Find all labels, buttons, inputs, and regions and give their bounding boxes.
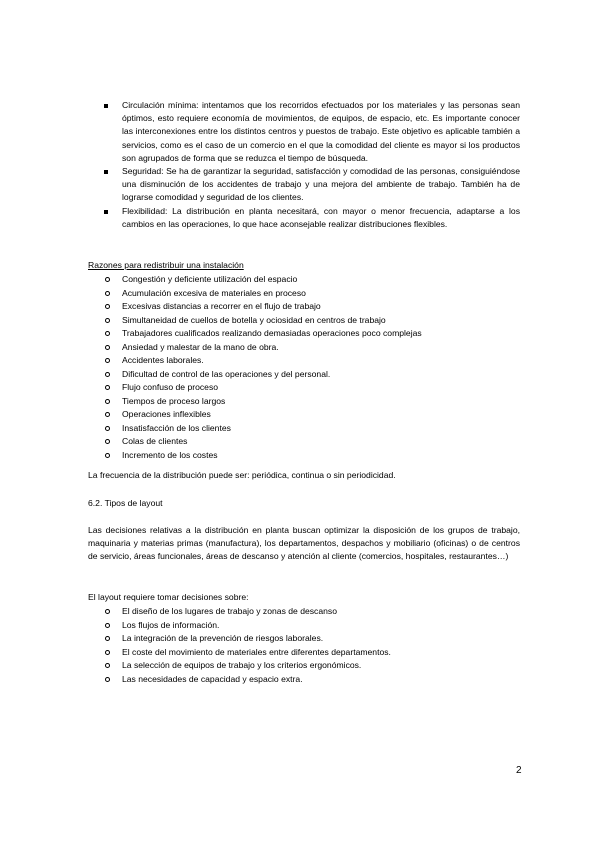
list-item: La integración de la prevención de riesgos laborales. xyxy=(88,632,520,646)
list-item: Colas de clientes xyxy=(88,435,520,449)
frecuencia-block xyxy=(88,469,520,482)
list-item: El coste del movimiento de materiales entre diferentes departamentos. xyxy=(88,646,520,660)
list-item: Incremento de los costes xyxy=(88,449,520,463)
list-item xyxy=(88,165,520,205)
list-item: Accidentes laborales. xyxy=(88,354,520,368)
list-item: Simultaneidad de cuellos de botella y ociosidad en centros de trabajo xyxy=(88,314,520,328)
circle-bullet-icon xyxy=(105,677,110,682)
frecuencia-text: La frecuencia de la distribución puede ser: periódica, continua o sin periodicidad. xyxy=(88,470,396,480)
circle-bullet-icon xyxy=(105,623,110,628)
page-number: 2 xyxy=(516,765,522,776)
square-bullet-icon xyxy=(104,104,108,108)
circle-bullet-icon xyxy=(105,663,110,668)
list-item: Congestión y deficiente utilización del espacio xyxy=(88,273,520,287)
criteria-list xyxy=(88,99,520,231)
decisiones-block xyxy=(88,524,520,564)
layout-intro: El layout requiere tomar decisiones sobre: xyxy=(88,592,249,602)
list-item: El diseño de los lugares de trabajo y zonas de descanso xyxy=(88,605,520,619)
circle-bullet-icon xyxy=(105,291,110,296)
square-bullet-icon xyxy=(104,170,108,174)
circle-bullet-icon xyxy=(105,345,110,350)
section-title-block xyxy=(88,497,520,510)
circle-bullet-icon xyxy=(105,650,110,655)
circle-bullet-icon xyxy=(105,439,110,444)
circle-bullet-icon xyxy=(105,358,110,363)
list-item: La selección de equipos de trabajo y los criterios ergonómicos. xyxy=(88,659,520,673)
term-label: Seguridad: xyxy=(122,166,164,177)
term-label: Flexibilidad: xyxy=(122,205,168,216)
list-item: Insatisfacción de los clientes xyxy=(88,422,520,436)
razones-block xyxy=(88,259,520,462)
circle-bullet-icon xyxy=(105,412,110,417)
layout-list xyxy=(88,605,520,686)
circle-bullet-icon xyxy=(105,372,110,377)
razones-heading: Razones para redistribuir una instalación xyxy=(88,260,244,270)
term-text: intentamos que los recorridos efectuados por los materiales y las personas sean óptimos, esto requiere economía de movimientos, de equipos, de espacio, etc. Es importante conocer las interconexiones entre los distintos centros y puestos de trabajo. Este objetivo es aplicable también a servicios, como es el caso de un comercio en el que la comodidad del cliente es mayor si los productos son agrupados de forma que se reduzca el tiempo de búsqueda. xyxy=(122,100,520,163)
circle-bullet-icon xyxy=(105,453,110,458)
circle-bullet-icon xyxy=(105,636,110,641)
list-item: Acumulación excesiva de materiales en proceso xyxy=(88,287,520,301)
list-item: Las necesidades de capacidad y espacio extra. xyxy=(88,673,520,687)
list-item: Dificultad de control de las operaciones y del personal. xyxy=(88,368,520,382)
circle-bullet-icon xyxy=(105,385,110,390)
razones-list xyxy=(88,273,520,462)
list-item: Los flujos de información. xyxy=(88,619,520,633)
list-item: Ansiedad y malestar de la mano de obra. xyxy=(88,341,520,355)
layout-block xyxy=(88,591,520,686)
list-item: Excesivas distancias a recorrer en el flujo de trabajo xyxy=(88,300,520,314)
list-item: Operaciones inflexibles xyxy=(88,408,520,422)
circle-bullet-icon xyxy=(105,331,110,336)
criteria-list-block xyxy=(88,99,520,231)
term-label: Circulación mínima: xyxy=(122,100,199,110)
circle-bullet-icon xyxy=(105,304,110,309)
list-item xyxy=(88,205,520,231)
list-item: Tiempos de proceso largos xyxy=(88,395,520,409)
square-bullet-icon xyxy=(104,210,108,214)
circle-bullet-icon xyxy=(105,318,110,323)
circle-bullet-icon xyxy=(105,426,110,431)
list-item: Flujo confuso de proceso xyxy=(88,381,520,395)
term-text: La distribución en planta necesitará, con mayor o menor frecuencia, adaptarse a los cambios en las operaciones, lo que hace aconsejable realizar distribuciones flexibles. xyxy=(122,205,520,229)
circle-bullet-icon xyxy=(105,399,110,404)
decisiones-paragraph: Las decisiones relativas a la distribución en planta buscan optimizar la disposición de los grupos de trabajo, maquinaria y materias primas (manufactura), los departamentos, despachos y mobiliario (oficinas) o de centros de servicio, áreas funcionales, áreas de descanso y atención al cliente (comercios, hospitales, restaurantes…) xyxy=(88,525,520,562)
section-title: 6.2. Tipos de layout xyxy=(88,498,163,508)
circle-bullet-icon xyxy=(105,609,110,614)
list-item: Trabajadores cualificados realizando demasiadas operaciones poco complejas xyxy=(88,327,520,341)
term-text: Se ha de garantizar la seguridad, satisfacción y comodidad de las personas, consiguiéndose una disminución de los accidentes de trabajo y una mejora del ambiente de trabajo. También ha de lograrse comodidad y seguridad de los clientes. xyxy=(122,166,520,203)
circle-bullet-icon xyxy=(105,277,110,282)
list-item xyxy=(88,99,520,165)
